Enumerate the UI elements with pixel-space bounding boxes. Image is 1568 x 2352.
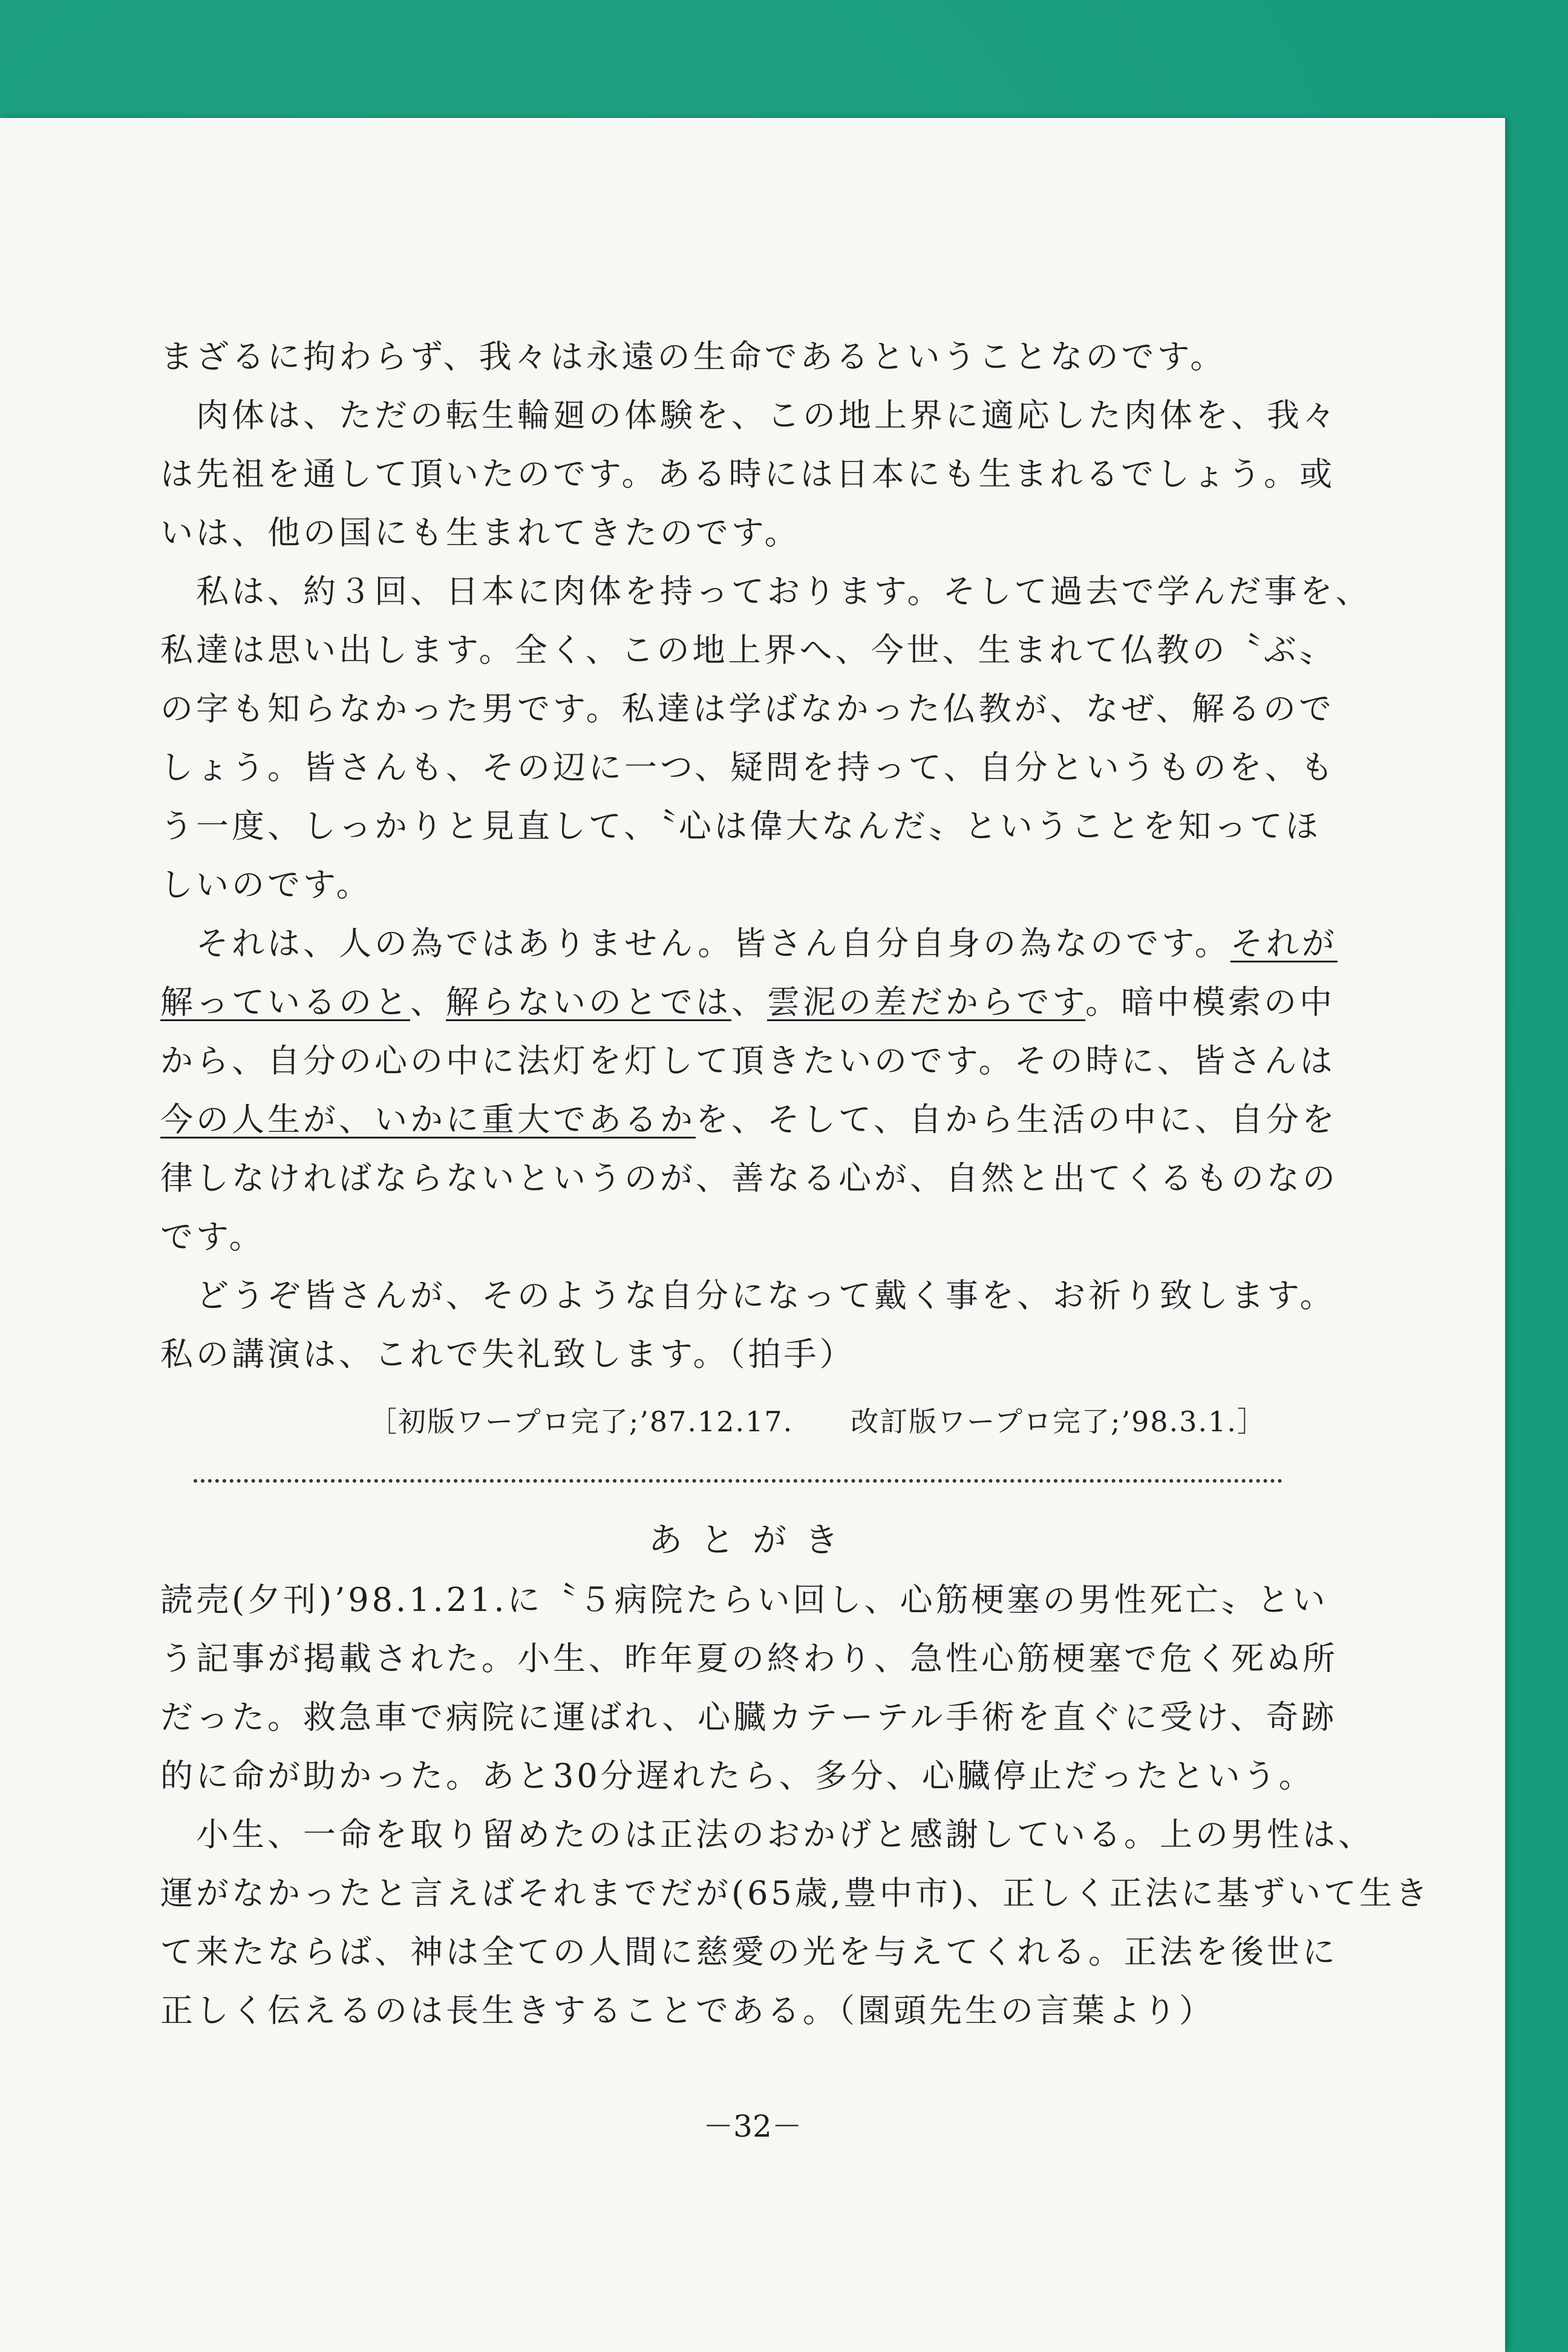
underlined-phrase: 解っているのと [160, 983, 410, 1021]
afterword-line-1: 読売(夕刊)’98.1.21.に〝５病院たらい回し、心筋梗塞の男性死亡〟とい [160, 1581, 1328, 1619]
body-line-18: 私の講演は、これで失礼致します。（拍手） [160, 1335, 855, 1373]
text-segment: それは、人の為ではありません。皆さん自分自身の為なのです。 [160, 924, 1230, 962]
body-line-2: 肉体は、ただの転生輪廻の体験を、この地上界に適応した肉体を、我々 [160, 396, 1338, 434]
body-line-7: の字も知らなかった男です。私達は学ばなかった仏教が、なぜ、解るので [160, 690, 1335, 728]
afterword-title: あとがき [648, 1521, 857, 1560]
body-line-11 [160, 926, 1338, 962]
text-segment: 、 [410, 983, 446, 1021]
afterword-line-5: 小生、一命を取り留めたのは正法のおかげと感謝している。上の男性は、 [160, 1815, 1374, 1854]
body-line-13: から、自分の心の中に法灯を灯して頂きたいのです。その時に、皆さんは [160, 1042, 1336, 1080]
text-segment: 。暗中模索の中 [1085, 983, 1336, 1021]
underlined-phrase: それが [1230, 924, 1338, 962]
afterword-line-8: 正しく伝えるのは長生きすることである。（園頭先生の言葉より） [160, 1991, 1215, 2030]
afterword-line-3: だった。救急車で病院に運ばれ、心臓カテーテル手術を直ぐに受け、奇跡 [160, 1698, 1338, 1736]
body-line-10: しいのです。 [160, 866, 372, 904]
afterword-line-4: 的に命が助かった。あと30分遅れたら、多分、心臓停止だったという。 [160, 1757, 1315, 1795]
body-line-4: いは、他の国にも生まれてきたのです。 [160, 514, 800, 552]
first-edition-note: ［初版ワープロ完了;’87.12.17. [369, 1405, 794, 1438]
body-line-9: う一度、しっかりと見直して、〝心は偉大なんだ〟ということを知ってほ [160, 807, 1321, 845]
body-line-3: は先祖を通して頂いたのです。ある時には日本にも生まれるでしょう。或 [160, 455, 1336, 493]
dotted-divider [194, 1479, 1282, 1483]
body-line-6: 私達は思い出します。全く、この地上界へ、今世、生まれて仏教の〝ぶ〟 [160, 631, 1335, 669]
revision-note [369, 1403, 1266, 1440]
document-page [0, 118, 1505, 2352]
body-line-17: どうぞ皆さんが、そのような自分になって戴く事を、お祈り致します。 [160, 1276, 1336, 1315]
body-line-1: まざるに拘わらず、我々は永遠の生命であるということなのです。 [160, 338, 1226, 376]
text-segment: 、 [731, 983, 767, 1021]
afterword-line-2: う記事が掲載された。小生、昨年夏の終わり、急性心筋梗塞で危く死ぬ所 [160, 1639, 1338, 1677]
afterword-line-6: 運がなかったと言えばそれまでだが(65歳,豊中市)、正しく正法に基ずいて生き [160, 1874, 1431, 1912]
body-line-14 [160, 1102, 1338, 1138]
revised-edition-note: 改訂版ワープロ完了;’98.3.1.］ [851, 1405, 1267, 1438]
underlined-phrase: 解らないのとでは [446, 983, 731, 1021]
body-line-16: です。 [160, 1218, 265, 1256]
afterword-line-7: て来たならば、神は全ての人間に慈愛の光を与えてくれる。正法を後世に [160, 1933, 1338, 1971]
page-number: －32－ [703, 2109, 802, 2144]
underlined-phrase: 今の人生が、いかに重大であるか [160, 1100, 696, 1138]
body-line-5: 私は、約３回、日本に肉体を持っております。そして過去で学んだ事を、 [160, 572, 1371, 610]
underlined-phrase: 雲泥の差だからです [767, 983, 1086, 1021]
body-line-15: 律しなければならないというのが、善なる心が、自然と出てくるものなの [160, 1159, 1338, 1197]
body-line-8: しょう。皆さんも、その辺に一つ、疑問を持って、自分というものを、も [160, 748, 1336, 786]
text-segment: を、そして、自から生活の中に、自分を [696, 1100, 1338, 1138]
body-line-12 [160, 984, 1335, 1021]
